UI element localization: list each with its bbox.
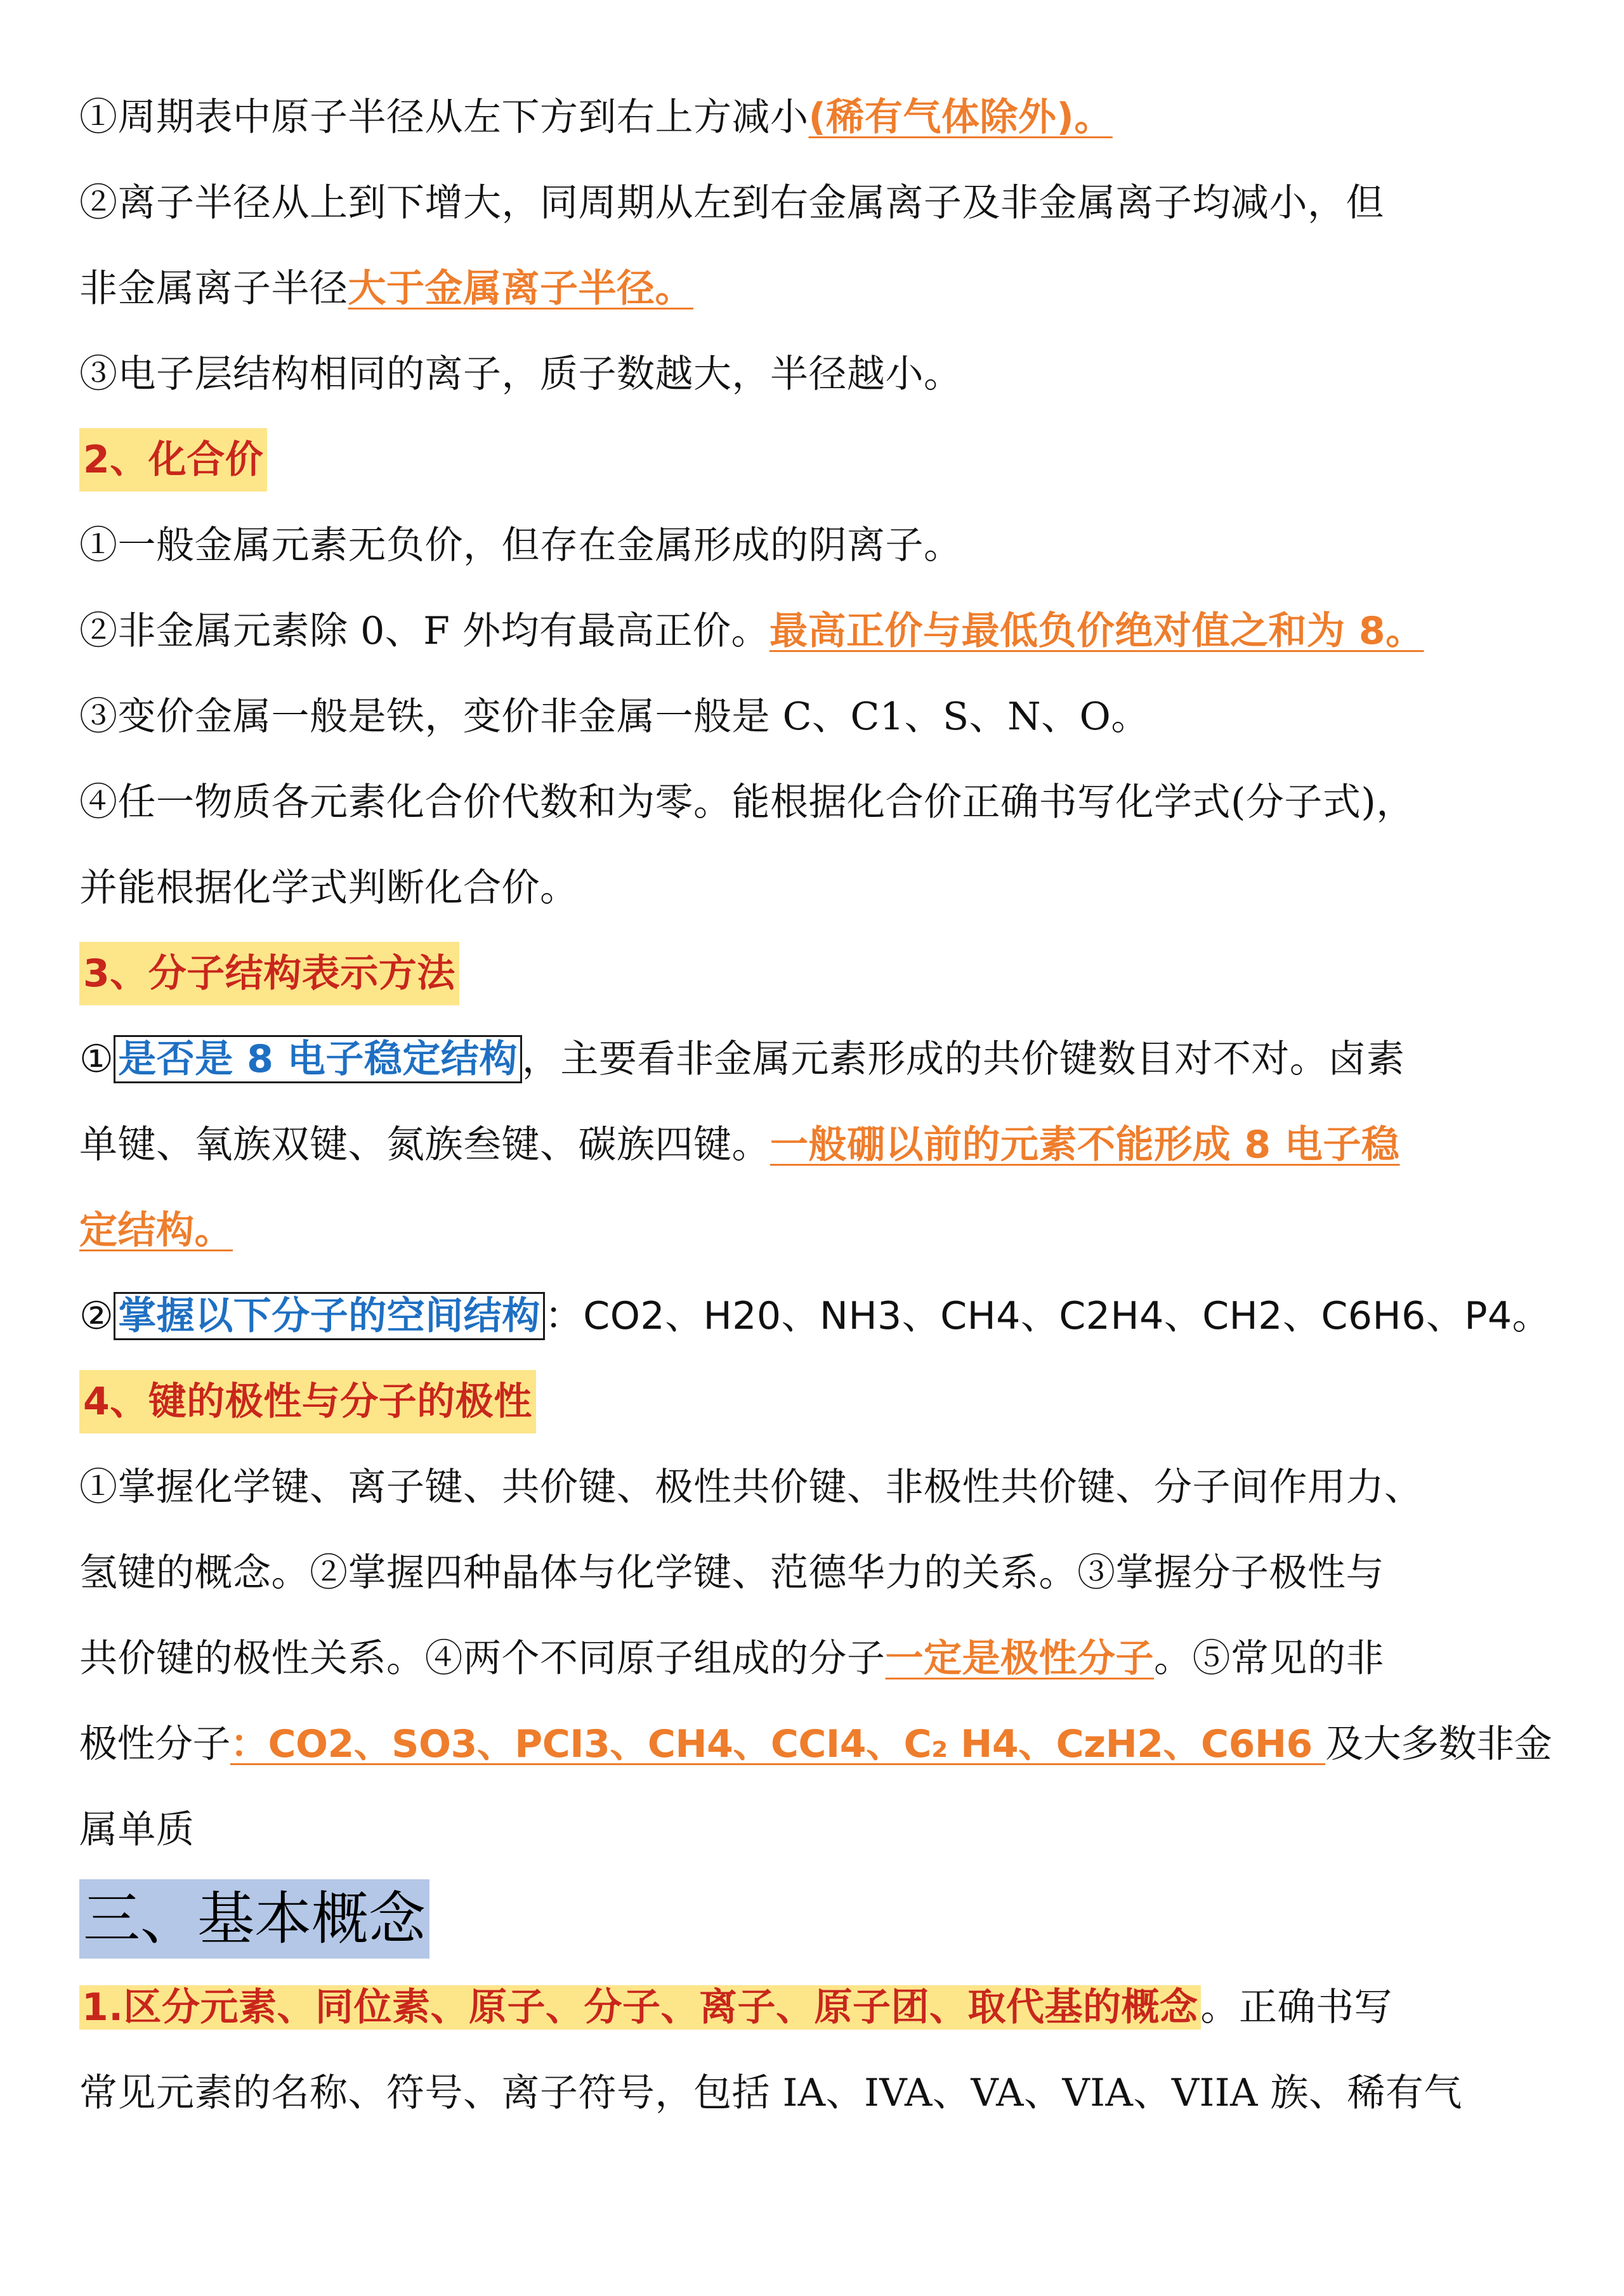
- sec3-p1-text-b: 单键、氧族双键、氮族叁键、碳族四键。: [79, 1123, 770, 1167]
- sec3-p2-text: ：CO2、H20、NH3、CH4、C2H4、CH2、C6H6、P4。: [544, 1294, 1551, 1338]
- sec1-p3-text: ③电子层结构相同的离子，质子数越大，半径越小。: [79, 352, 962, 396]
- sec2-p4-b: 并能根据化学式判断化合价。: [79, 866, 579, 910]
- sec4-line-2: [79, 1530, 1548, 1616]
- part3-line-2: [79, 2051, 1548, 2136]
- sec3-p1-text-a: ，主要看非金属元素形成的共价键数目对不对。卤素: [521, 1037, 1405, 1081]
- sec4-line-1: [79, 1445, 1548, 1530]
- part3-c2: 常见元素的名称、符号、离子符号，包括 IA、IVA、VA、VIA、VIIA 族、稀有气: [79, 2071, 1462, 2115]
- sec4-l4-a: 极性分子: [79, 1722, 230, 1766]
- sec2-line-2: [79, 589, 1548, 674]
- sec3-heading: [79, 942, 459, 1005]
- sec2-heading: 2、化合价: [79, 428, 267, 492]
- sec1-p2-highlight: 大于金属离子半径。: [348, 266, 693, 311]
- sec3-line-2: [79, 1102, 1548, 1188]
- sec4-l3-a: 共价键的极性关系。④两个不同原子组成的分子: [79, 1636, 886, 1681]
- sec2-p4-a: ④任一物质各元素化合价代数和为零。能根据化合价正确书写化学式(分子式)，: [79, 780, 1415, 825]
- part3-concept-heading: 1.区分元素、同位素、原子、分子、离子、原子团、取代基的概念: [79, 1985, 1201, 2030]
- sec3-p2-prefix: ②: [79, 1294, 114, 1338]
- sec2-p2-highlight: 最高正价与最低负价绝对值之和为 8。: [769, 609, 1424, 653]
- sec2-heading-row: [79, 417, 1548, 503]
- sec4-line-3: [79, 1616, 1548, 1702]
- part3-line-1: [79, 1965, 1548, 2051]
- sec4-l3-b: 。⑤常见的非: [1154, 1636, 1384, 1681]
- part3-heading-row: [79, 1879, 1548, 1959]
- sec4-l4-highlight: ：CO2、SO3、PCI3、CH4、CCI4、C₂ H4、CzH2、C6H6: [230, 1722, 1326, 1766]
- sec2-line-5: [79, 845, 1548, 931]
- part3-c1-text: 。正确书写: [1200, 1985, 1393, 2030]
- sec4-l2: 氢键的概念。②掌握四种晶体与化学键、范德华力的关系。③掌握分子极性与: [79, 1551, 1384, 1595]
- sec1-p1-highlight: (稀有气体除外)。: [808, 95, 1113, 140]
- sec1-p2-text-a: ②离子半径从上到下增大，同周期从左到右金属离子及非金属离子均减小，但: [79, 181, 1384, 225]
- sec4-l5: 属单质: [79, 1808, 195, 1852]
- sec2-line-1: [79, 503, 1548, 589]
- sec3-heading-num: 3、: [83, 951, 148, 996]
- sec3-p1-highlight-a: 一般硼以前的元素不能形成 8 电子稳: [770, 1123, 1400, 1167]
- sec3-p1-highlight-b: 定结构。: [79, 1208, 233, 1253]
- sec3-heading-row: [79, 931, 1548, 1017]
- sec4-l3-highlight: 一定是极性分子: [885, 1636, 1154, 1681]
- sec4-line-4: [79, 1702, 1552, 1787]
- sec3-p1-prefix: ①: [79, 1037, 114, 1081]
- sec3-p2-boxed-term: 掌握以下分子的空间结构: [114, 1292, 545, 1340]
- sec4-heading-row: [79, 1359, 1548, 1445]
- sec1-line-3: [79, 246, 1548, 332]
- sec3-p1-boxed-term: 是否是 8 电子稳定结构: [114, 1035, 522, 1083]
- sec2-p3: ③变价金属一般是铁，变价非金属一般是 C、C1、S、N、O。: [79, 695, 1149, 739]
- sec3-line-4: [79, 1274, 1551, 1359]
- sec4-l4-b: 及大多数非金: [1325, 1722, 1552, 1766]
- sec1-p1-text: ①周期表中原子半径从左下方到右上方减小: [79, 95, 809, 140]
- sec2-line-4: [79, 760, 1548, 845]
- sec3-line-3: [79, 1188, 1548, 1274]
- sec2-p2-text: ②非金属元素除 0、F 外均有最高正价。: [79, 609, 769, 653]
- sec1-line-1: [79, 75, 1548, 160]
- sec2-p1: ①一般金属元素无负价，但存在金属形成的阴离子。: [79, 523, 962, 568]
- sec3-heading-text: 分子结构表示方法: [148, 951, 455, 996]
- sec4-line-5: [79, 1787, 1548, 1873]
- sec1-line-2: [79, 160, 1548, 246]
- sec4-l1: ①掌握化学键、离子键、共价键、极性共价键、非极性共价键、分子间作用力、: [79, 1465, 1423, 1510]
- sec4-heading: 4、键的极性与分子的极性: [79, 1370, 536, 1433]
- part3-heading: 三、基本概念: [79, 1879, 429, 1959]
- sec2-line-3: [79, 674, 1548, 760]
- sec1-line-4: [79, 332, 1548, 417]
- sec3-line-1: [79, 1017, 1548, 1102]
- sec1-p2-text-b: 非金属离子半径: [79, 266, 348, 311]
